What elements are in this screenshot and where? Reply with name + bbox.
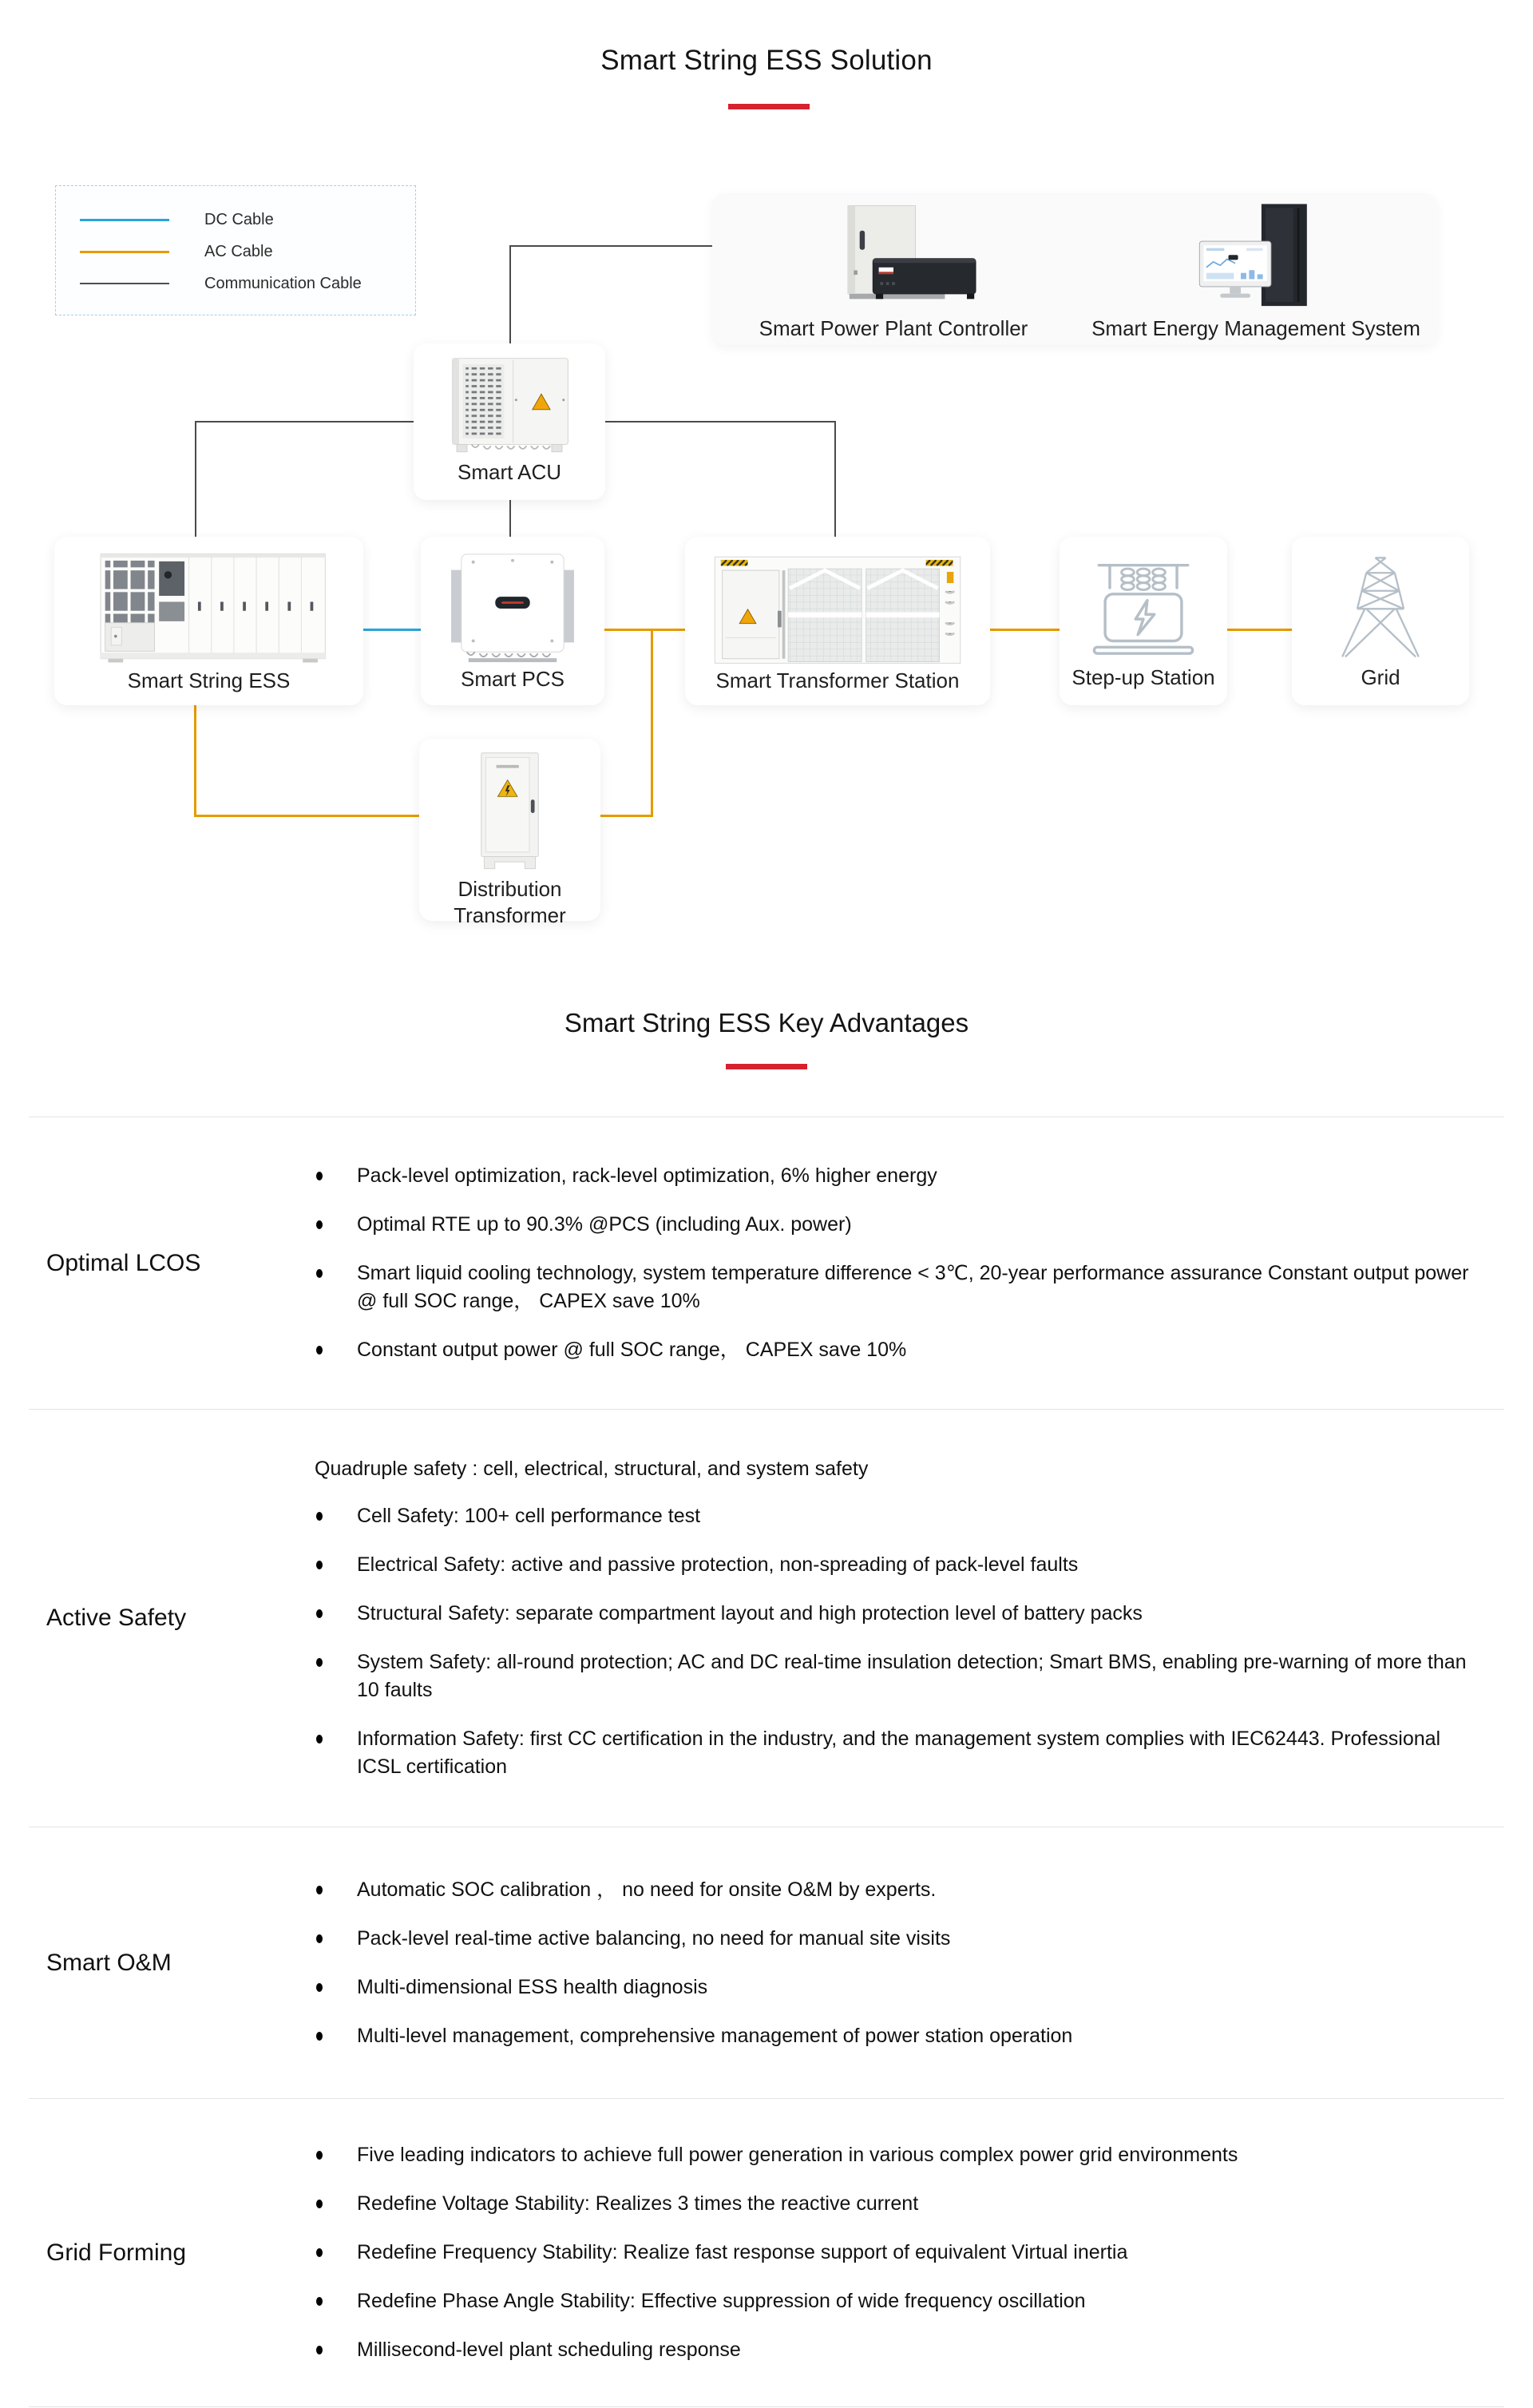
power-plant-controller-label: Smart Power Plant Controller bbox=[759, 316, 1028, 340]
section-content bbox=[315, 1117, 1472, 1409]
bullet-item: Automatic SOC calibration ， no need for onsite O&M by experts. bbox=[315, 1876, 1472, 1904]
legend-label: Communication Cable bbox=[204, 274, 362, 292]
bullet-item: Smart liquid cooling technology, system temperature difference < 3℃, 20-year performance assurance Constant output power @ full SOC range， CAPEX save 10% bbox=[315, 1260, 1472, 1315]
comm-wire-acu-up bbox=[509, 245, 511, 343]
bullet-item: Constant output power @ full SOC range， CAPEX save 10% bbox=[315, 1336, 1472, 1364]
bullet-item: Information Safety: first CC certification in the industry, and the management system complies with IEC62443. Professional ICSL certification bbox=[315, 1725, 1472, 1781]
legend-row-dc bbox=[80, 204, 415, 236]
comm-wire-acu-right bbox=[605, 421, 836, 422]
grid-tower-icon bbox=[1332, 548, 1429, 664]
comm-wire-acu-left bbox=[195, 421, 414, 422]
smart-pcs-label: Smart PCS bbox=[460, 667, 565, 691]
bullet-item: Redefine Frequency Stability: Realize fast response support of equivalent Virtual inertia bbox=[315, 2239, 1472, 2267]
stepup-station-label: Step-up Station bbox=[1072, 665, 1215, 689]
section-smart-om bbox=[29, 1827, 1504, 2098]
advantages-title-underline bbox=[726, 1064, 807, 1069]
bullet-item: Millisecond-level plant scheduling response bbox=[315, 2336, 1472, 2364]
ac-wire-to-dist bbox=[194, 815, 419, 817]
distribution-transformer-node bbox=[419, 739, 600, 927]
power-plant-controller-icon bbox=[798, 201, 989, 315]
section-grid-forming bbox=[29, 2098, 1504, 2407]
smart-string-ess-label: Smart String ESS bbox=[127, 668, 291, 692]
bullet-item: Multi-level management, comprehensive management of power station operation bbox=[315, 2022, 1472, 2050]
energy-management-system-icon bbox=[1176, 201, 1336, 315]
legend-row-comm bbox=[80, 268, 415, 300]
ems-label: Smart Energy Management System bbox=[1091, 316, 1420, 340]
dc-cable-line-icon bbox=[80, 219, 169, 221]
ac-wire-ess-down bbox=[194, 705, 196, 817]
section-label-column bbox=[29, 2099, 315, 2406]
smart-transformer-station-icon bbox=[704, 548, 972, 668]
bullet-item: Five leading indicators to achieve full power generation in various complex power grid environments bbox=[315, 2141, 1472, 2169]
smart-acu-label: Smart ACU bbox=[457, 460, 562, 484]
section-intro: Quadruple safety : cell, electrical, structural, and system safety bbox=[315, 1458, 869, 1480]
ac-cable-line-icon bbox=[80, 251, 169, 253]
cable-legend bbox=[55, 185, 416, 315]
distribution-transformer-icon bbox=[470, 750, 550, 876]
smart-pcs-node bbox=[421, 537, 604, 705]
comm-wire-to-controller bbox=[509, 245, 712, 247]
stepup-station-node bbox=[1060, 537, 1227, 705]
ems-node bbox=[1075, 193, 1437, 345]
distribution-transformer-label: Distribution Transformer bbox=[454, 877, 566, 927]
dc-wire-ess-pcs bbox=[363, 629, 421, 631]
bullet-item: Redefine Phase Angle Stability: Effective suppression of wide frequency oscillation bbox=[315, 2287, 1472, 2315]
smart-transformer-station-label: Smart Transformer Station bbox=[715, 668, 960, 692]
section-title: Smart O&M bbox=[46, 1949, 172, 1976]
bullet-item: System Safety: all-round protection; AC and DC real-time insulation detection; Smart BMS, enabling pre-warning of more than 10 faults bbox=[315, 1648, 1472, 1704]
section-label-column bbox=[29, 1117, 315, 1409]
legend-label: DC Cable bbox=[204, 210, 274, 228]
ac-wire-station-stepup bbox=[990, 629, 1060, 631]
section-content bbox=[315, 1410, 1472, 1827]
ac-wire-stepup-grid bbox=[1227, 629, 1292, 631]
smart-transformer-station-node bbox=[685, 537, 990, 705]
bullet-item: Pack-level real-time active balancing, no need for manual site visits bbox=[315, 1925, 1472, 1953]
section-active-safety bbox=[29, 1409, 1504, 1827]
legend-label: AC Cable bbox=[204, 242, 273, 260]
power-plant-controller-node bbox=[712, 193, 1075, 345]
ac-wire-dist-right bbox=[600, 815, 653, 817]
bullet-item: Pack-level optimization, rack-level optimization, 6% higher energy bbox=[315, 1162, 1472, 1190]
smart-string-ess-node bbox=[54, 537, 363, 705]
comm-wire-acu-to-pcs bbox=[509, 500, 511, 537]
bullet-item: Optimal RTE up to 90.3% @PCS (including Aux. power) bbox=[315, 1211, 1472, 1239]
section-title: Optimal LCOS bbox=[46, 1249, 201, 1276]
bullet-item: Redefine Voltage Stability: Realizes 3 times the reactive current bbox=[315, 2190, 1472, 2218]
bullet-item: Electrical Safety: active and passive protection, non-spreading of pack-level faults bbox=[315, 1551, 1472, 1579]
page-title: Smart String ESS Solution bbox=[600, 45, 933, 76]
smart-string-ess-icon bbox=[73, 548, 345, 668]
communication-cable-line-icon bbox=[80, 283, 169, 284]
section-label-column bbox=[29, 1410, 315, 1827]
ac-wire-dist-riser bbox=[651, 629, 653, 817]
section-optimal-lcos bbox=[29, 1117, 1504, 1409]
section-title: Active Safety bbox=[46, 1605, 187, 1631]
section-content bbox=[315, 2099, 1472, 2406]
smart-acu-node bbox=[414, 343, 605, 500]
smart-acu-icon bbox=[438, 355, 581, 459]
section-title: Grid Forming bbox=[46, 2239, 187, 2266]
management-layer-card bbox=[712, 193, 1437, 345]
ac-wire-pcs-station bbox=[604, 629, 685, 631]
title-underline bbox=[728, 104, 810, 109]
grid-node bbox=[1292, 537, 1469, 705]
smart-pcs-icon bbox=[450, 548, 576, 666]
bullet-item: Multi-dimensional ESS health diagnosis bbox=[315, 1974, 1472, 2001]
grid-label: Grid bbox=[1361, 665, 1400, 689]
section-label-column bbox=[29, 1827, 315, 2098]
stepup-station-icon bbox=[1083, 548, 1203, 664]
advantages-title: Smart String ESS Key Advantages bbox=[564, 1008, 969, 1037]
comm-wire-to-station bbox=[834, 421, 836, 537]
bullet-item: Cell Safety: 100+ cell performance test bbox=[315, 1502, 1472, 1530]
section-content bbox=[315, 1827, 1472, 2098]
legend-row-ac bbox=[80, 236, 415, 268]
comm-wire-to-ess bbox=[195, 421, 196, 537]
bullet-item: Structural Safety: separate compartment layout and high protection level of battery packs bbox=[315, 1600, 1472, 1628]
